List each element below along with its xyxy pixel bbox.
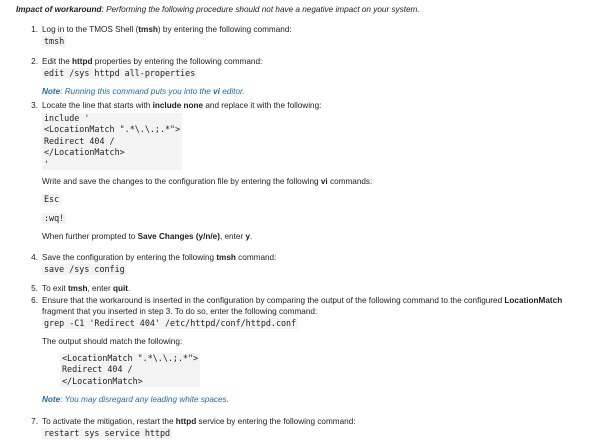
note-text: : Running this command puts you into the xyxy=(60,87,214,96)
intro-text: : Performing the following procedure should not have a negative impact on your system. xyxy=(101,5,420,14)
code-block xyxy=(42,113,182,170)
step-number: 1. xyxy=(31,25,38,34)
step-text: Log in to the TMOS Shell ( xyxy=(42,25,139,34)
step-5 xyxy=(30,283,590,294)
step-text: , enter xyxy=(87,284,113,293)
step-bold: tmsh xyxy=(67,284,88,293)
step-text: properties by entering the following command: xyxy=(92,57,263,66)
step-text: , enter xyxy=(219,232,246,242)
step-bold: include none xyxy=(152,101,204,110)
note-bold: vi xyxy=(213,87,220,96)
step-bold: LocationMatch xyxy=(504,296,563,305)
code-line: Redirect 404 / xyxy=(62,364,133,375)
command-code: :wq! xyxy=(44,213,65,224)
command-code: save /sys config xyxy=(44,264,125,274)
code-line: ' xyxy=(44,158,50,169)
step-text: . xyxy=(128,284,131,293)
step-bold: y xyxy=(245,232,250,242)
note-label: Note xyxy=(42,395,61,405)
step-4 xyxy=(30,252,590,275)
step-number: 2. xyxy=(31,57,38,66)
note xyxy=(42,394,590,405)
step-7 xyxy=(30,416,590,439)
code-line: Redirect 404 / xyxy=(44,135,115,146)
step-text: To activate the mitigation, restart the xyxy=(42,417,176,426)
step-2 xyxy=(30,56,590,97)
step-1 xyxy=(30,24,590,47)
step-bold: tmsh xyxy=(216,253,236,262)
step-number: 4. xyxy=(31,253,38,262)
intro-label: Impact of workaround xyxy=(16,5,102,14)
step-number: 7. xyxy=(31,417,38,426)
note xyxy=(42,86,590,97)
code-line: <LocationMatch ".*\.\.;.*"> xyxy=(44,124,181,135)
note-text: : You may disregard any leading white spaces. xyxy=(60,395,229,405)
command-code: tmsh xyxy=(44,36,65,46)
step-6 xyxy=(30,295,590,405)
step-number: 6. xyxy=(31,296,38,305)
code-line: include ' xyxy=(44,113,90,123)
step-text: ) by entering the following command: xyxy=(157,25,292,34)
step-text: Write and save the changes to the configuration file by entering the following xyxy=(42,177,321,187)
step-text: Locate the line that starts with xyxy=(42,101,153,110)
command-code: restart sys service httpd xyxy=(44,428,171,438)
step-text: commands: xyxy=(327,177,373,187)
code-line: </LocationMatch> xyxy=(44,147,125,158)
step-text: service by entering the following command: xyxy=(196,417,356,426)
command-code: grep -C1 'Redirect 404' /etc/httpd/conf/httpd.conf xyxy=(44,318,297,328)
intro-line xyxy=(16,5,420,14)
step-text: To exit xyxy=(42,284,68,293)
command-code: Esc xyxy=(44,194,60,205)
step-text: . xyxy=(250,232,253,242)
step-bold: httpd xyxy=(72,57,93,66)
command-code: edit /sys httpd all-properties xyxy=(44,68,196,78)
step-text: fragment that you inserted in step 3. To do so, enter the following command: xyxy=(42,307,318,316)
step-bold: httpd xyxy=(175,417,197,426)
step-bold: quit xyxy=(113,284,129,293)
step-number: 5. xyxy=(31,284,38,293)
step-bold: vi xyxy=(320,177,328,187)
step-text: Edit the xyxy=(42,57,73,66)
step-text: The output should match the following: xyxy=(42,337,183,346)
step-text: and replace it with the following: xyxy=(203,101,322,110)
step-3 xyxy=(30,100,590,242)
step-text: When further prompted to xyxy=(42,232,138,242)
note-label: Note xyxy=(42,87,61,96)
code-block xyxy=(60,353,200,387)
step-number: 3. xyxy=(31,101,38,110)
note-text: editor. xyxy=(219,87,245,96)
step-bold: Save Changes (y/n/e) xyxy=(137,232,220,242)
code-line: <LocationMatch ".*\.\.;.*"> xyxy=(62,353,199,363)
code-line: </LocationMatch> xyxy=(62,375,143,386)
step-text: command: xyxy=(235,253,277,262)
step-bold: tmsh xyxy=(138,25,158,34)
step-text: Save the configuration by entering the following xyxy=(42,253,217,262)
step-text: Ensure that the workaround is inserted in the configuration by comparing the output of the following command to the configured xyxy=(42,296,505,305)
